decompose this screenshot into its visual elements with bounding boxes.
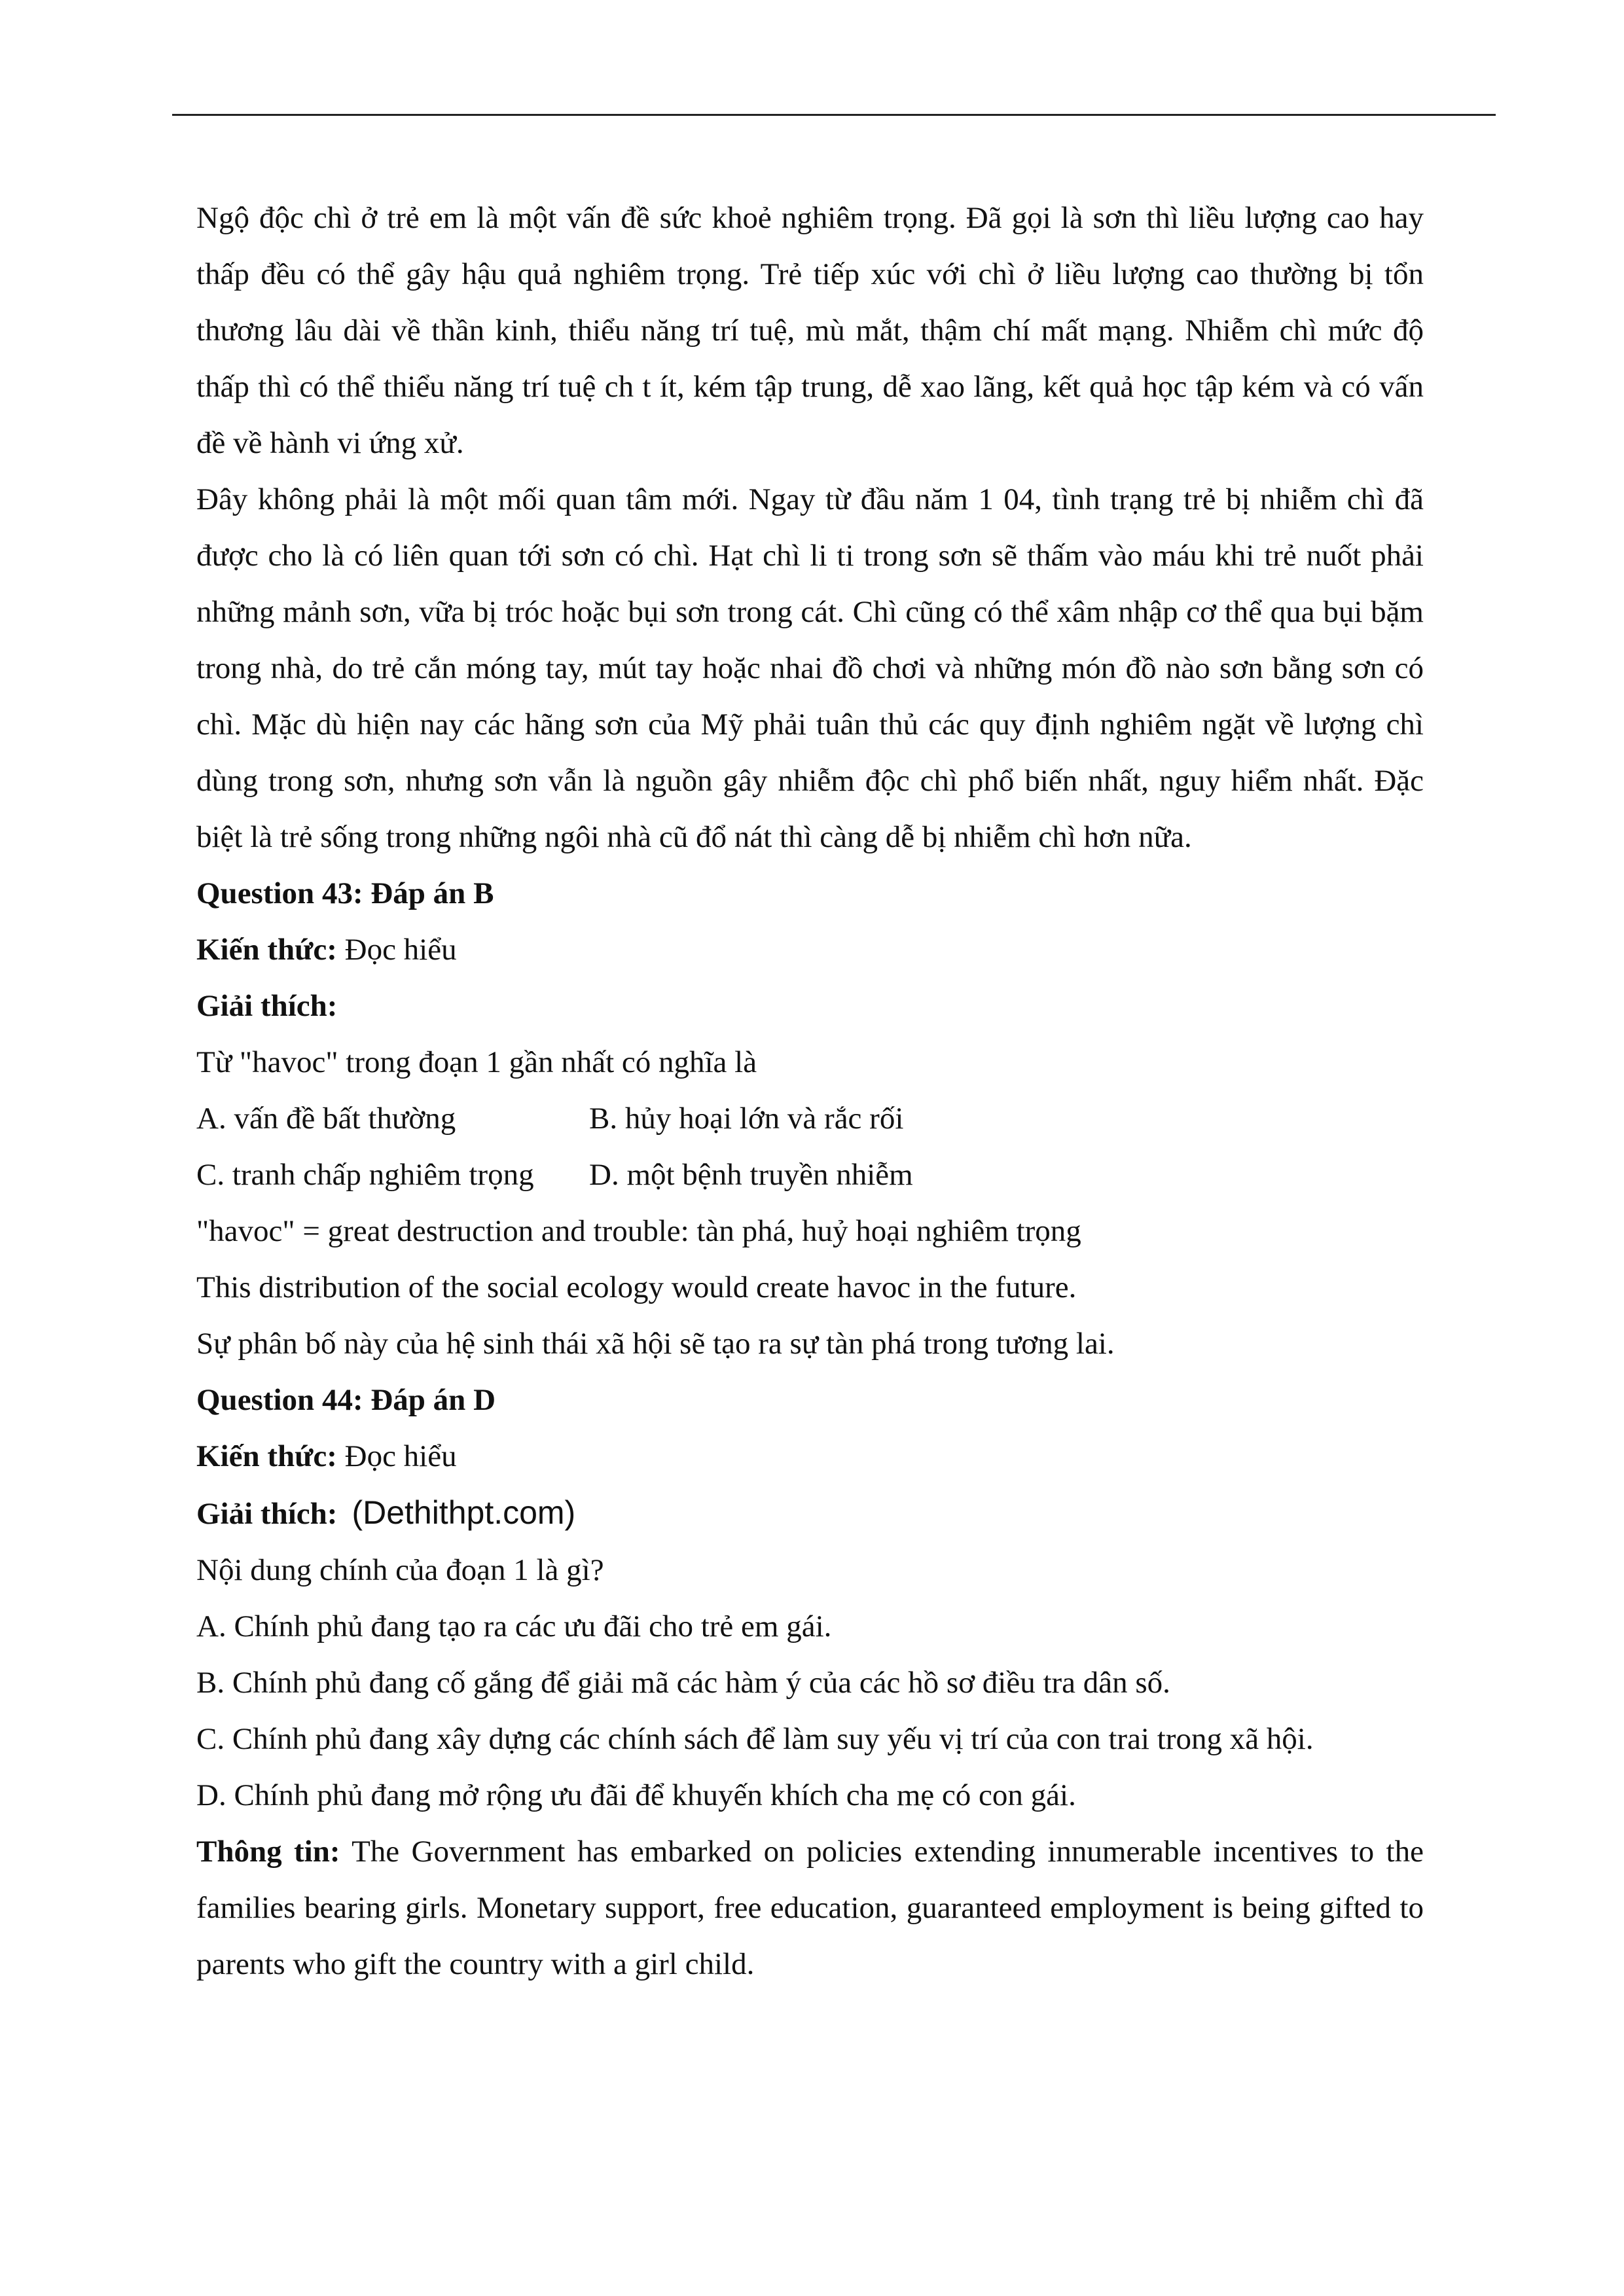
q44-explain-label: Giải thích: <box>196 1497 338 1531</box>
q43-option-a: A. vấn đề bất thường <box>196 1102 456 1136</box>
q43-definition: "havoc" = great destruction and trouble: tàn phá, huỷ hoại nghiêm trọng <box>196 1214 1081 1248</box>
q43-example-vi: Sự phân bố này của hệ sinh thái xã hội sẽ tạo ra sự tàn phá trong tương lai. <box>196 1327 1115 1361</box>
q44-knowledge <box>196 1428 1424 1484</box>
q44-explain <box>196 1484 1424 1542</box>
header-rule <box>172 114 1496 116</box>
q43-explain-label: Giải thích: <box>196 989 338 1023</box>
q43-knowledge-value: Đọc hiểu <box>336 933 457 967</box>
q43-options-row-1 <box>196 1090 1424 1147</box>
q44-option-c: C. Chính phủ đang xây dựng các chính sách để làm suy yếu vị trí của con trai trong xã hội. <box>196 1722 1314 1756</box>
document-body <box>196 190 1424 1992</box>
q43-heading: Question 43: Đáp án B <box>196 876 494 910</box>
q43-example-en: This distribution of the social ecology would create havoc in the future. <box>196 1270 1077 1304</box>
q44-heading: Question 44: Đáp án D <box>196 1383 496 1417</box>
q44-info <box>196 1823 1424 1992</box>
q43-option-c: C. tranh chấp nghiêm trọng <box>196 1158 534 1192</box>
q44-knowledge-label: Kiến thức: <box>196 1439 337 1473</box>
q43-option-b: B. hủy hoại lớn và rắc rối <box>589 1102 904 1136</box>
q44-knowledge-value: Đọc hiểu <box>336 1439 457 1473</box>
q43-knowledge-label: Kiến thức: <box>196 933 337 967</box>
q43-options-row-2 <box>196 1147 1424 1203</box>
q43-question: Từ "havoc" trong đoạn 1 gần nhất có nghĩa là <box>196 1045 757 1079</box>
q43-option-d: D. một bệnh truyền nhiễm <box>589 1158 913 1192</box>
intro-paragraph-2: Đây không phải là một mối quan tâm mới. Ngay từ đầu năm 1 04, tình trạng trẻ bị nhiễm chì đã được cho là có liên quan tới sơn có chì. Hạt chì li ti trong sơn sẽ thấm vào máu khi trẻ nuốt phải những mảnh sơn, vữa bị tróc hoặc bụi sơn trong cát. Chì cũng có thể xâm nhập cơ thể qua bụi bặm trong nhà, do trẻ cắn móng tay, mút tay hoặc nhai đồ chơi và những món đồ nào sơn bằng sơn có chì. Mặc dù hiện nay các hãng sơn của Mỹ phải tuân thủ các quy định nghiêm ngặt về lượng chì dùng trong sơn, nhưng sơn vẫn là nguồn gây nhiễm độc chì phổ biến nhất, nguy hiểm nhất. Đặc biệt là trẻ sống trong những ngôi nhà cũ đổ nát thì càng dễ bị nhiễm chì hơn nữa. <box>196 482 1424 854</box>
q44-info-label: Thông tin: <box>196 1835 340 1869</box>
q44-source-watermark: (Dethithpt.com) <box>352 1494 576 1531</box>
q43-knowledge <box>196 922 1424 978</box>
intro-paragraph-1: Ngộ độc chì ở trẻ em là một vấn đề sức khoẻ nghiêm trọng. Đã gọi là sơn thì liều lượng cao hay thấp đều có thể gây hậu quả nghiêm trọng. Trẻ tiếp xúc với chì ở liều lượng cao thường bị tổn thương lâu dài về thần kinh, thiểu năng trí tuệ, mù mắt, thậm chí mất mạng. Nhiễm chì mức độ thấp thì có thể thiểu năng trí tuệ ch t ít, kém tập trung, dễ xao lãng, kết quả học tập kém và có vấn đề về hành vi ứng xử. <box>196 201 1424 460</box>
q44-option-a: A. Chính phủ đang tạo ra các ưu đãi cho trẻ em gái. <box>196 1609 832 1643</box>
q44-question: Nội dung chính của đoạn 1 là gì? <box>196 1553 604 1587</box>
q44-option-d: D. Chính phủ đang mở rộng ưu đãi để khuyến khích cha mẹ có con gái. <box>196 1778 1076 1812</box>
q44-option-b: B. Chính phủ đang cố gắng để giải mã các hàm ý của các hồ sơ điều tra dân số. <box>196 1666 1170 1700</box>
q44-info-text: The Government has embarked on policies extending innumerable incentives to the families bearing girls. Monetary support, free education, guaranteed employment is being gifted to parents who gift the country with a girl child. <box>196 1835 1424 1981</box>
